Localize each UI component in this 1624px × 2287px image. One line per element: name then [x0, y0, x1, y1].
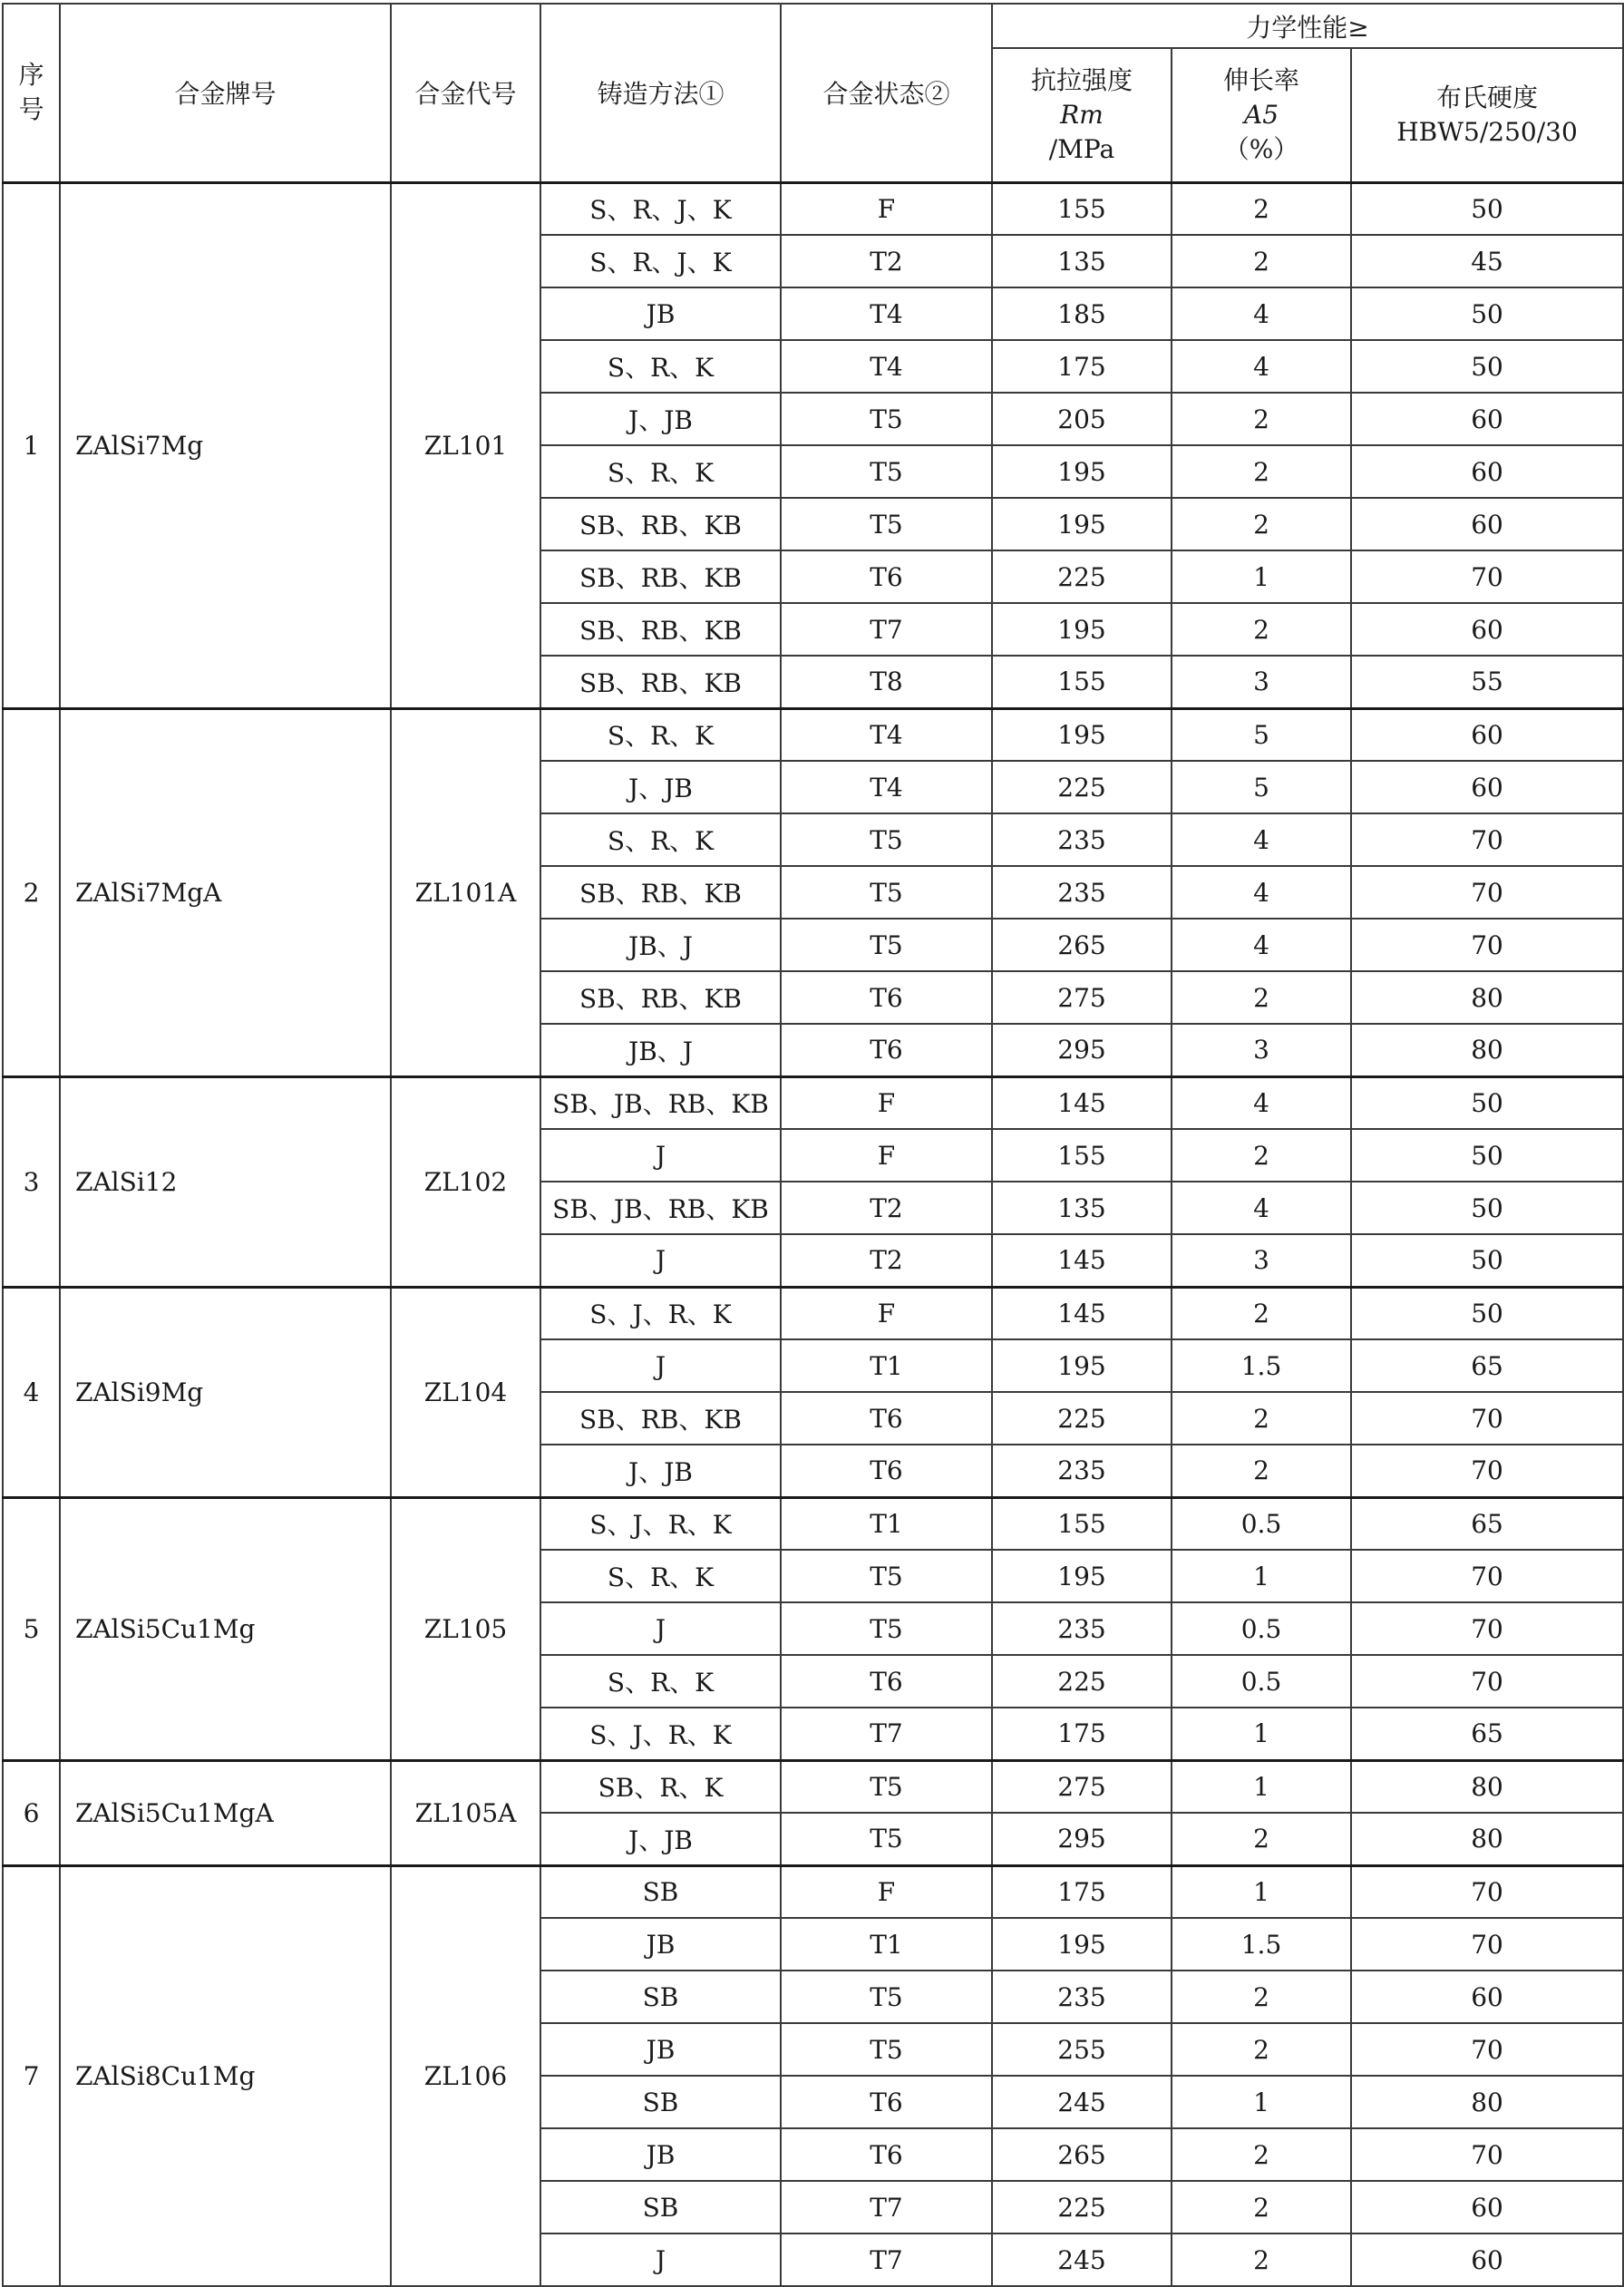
cell-code: ZL104: [391, 1287, 540, 1497]
cell-elongation: 0.5: [1172, 1497, 1351, 1550]
cell-casting: J: [540, 1602, 781, 1655]
cell-elongation: 3: [1172, 1234, 1351, 1287]
cell-elongation: 4: [1172, 919, 1351, 971]
cell-elongation: 4: [1172, 1182, 1351, 1234]
cell-temper: T1: [781, 1339, 992, 1392]
cell-temper: T5: [781, 1971, 992, 2023]
cell-tensile: 195: [992, 498, 1172, 550]
cell-elongation: 2: [1172, 971, 1351, 1024]
cell-seq: 7: [3, 1865, 60, 2286]
cell-grade: ZAlSi9Mg: [60, 1287, 391, 1497]
cell-tensile: 135: [992, 235, 1172, 287]
cell-casting: J、JB: [540, 1445, 781, 1497]
cell-casting: S、R、K: [540, 1655, 781, 1708]
cell-hardness: 80: [1351, 2076, 1623, 2128]
cell-casting: JB: [540, 2128, 781, 2181]
cell-temper: T6: [781, 2128, 992, 2181]
cell-elongation: 2: [1172, 603, 1351, 656]
cell-hardness: 70: [1351, 1392, 1623, 1445]
header-mechanical: 力学性能≥: [992, 4, 1623, 48]
cell-grade: ZAlSi7Mg: [60, 182, 391, 708]
cell-temper: T2: [781, 1182, 992, 1234]
cell-hardness: 80: [1351, 1024, 1623, 1076]
cell-tensile: 225: [992, 550, 1172, 603]
cell-seq: 5: [3, 1497, 60, 1760]
header-tensile: 抗拉强度 Rm /MPa: [992, 48, 1172, 182]
cell-casting: SB: [540, 2181, 781, 2233]
cell-casting: SB、RB、KB: [540, 498, 781, 550]
cell-tensile: 195: [992, 445, 1172, 498]
cell-hardness: 70: [1351, 919, 1623, 971]
cell-hardness: 70: [1351, 1445, 1623, 1497]
cell-seq: 4: [3, 1287, 60, 1497]
cell-tensile: 155: [992, 656, 1172, 708]
cell-elongation: 1.5: [1172, 1918, 1351, 1971]
cell-elongation: 2: [1172, 1971, 1351, 2023]
cell-temper: T5: [781, 813, 992, 866]
cell-temper: T5: [781, 1760, 992, 1813]
cell-tensile: 235: [992, 1971, 1172, 2023]
cell-casting: SB: [540, 2076, 781, 2128]
cell-tensile: 295: [992, 1813, 1172, 1865]
header-hardness: 布氏硬度 HBW5/250/30: [1351, 48, 1623, 182]
cell-elongation: 5: [1172, 708, 1351, 761]
cell-casting: S、J、R、K: [540, 1708, 781, 1760]
cell-casting: JB、J: [540, 919, 781, 971]
cell-seq: 1: [3, 182, 60, 708]
cell-grade: ZAlSi12: [60, 1076, 391, 1287]
cell-temper: T7: [781, 2181, 992, 2233]
cell-temper: T5: [781, 919, 992, 971]
cell-elongation: 2: [1172, 2181, 1351, 2233]
cell-elongation: 1: [1172, 1760, 1351, 1813]
cell-casting: JB: [540, 1918, 781, 1971]
cell-hardness: 60: [1351, 393, 1623, 445]
cell-elongation: 3: [1172, 656, 1351, 708]
cell-elongation: 2: [1172, 393, 1351, 445]
cell-elongation: 4: [1172, 1076, 1351, 1129]
cell-temper: T6: [781, 1445, 992, 1497]
cell-casting: SB、RB、KB: [540, 656, 781, 708]
cell-hardness: 45: [1351, 235, 1623, 287]
cell-elongation: 4: [1172, 813, 1351, 866]
cell-hardness: 50: [1351, 340, 1623, 393]
cell-hardness: 60: [1351, 603, 1623, 656]
cell-temper: T5: [781, 1550, 992, 1602]
cell-tensile: 235: [992, 1445, 1172, 1497]
cell-hardness: 80: [1351, 971, 1623, 1024]
cell-tensile: 175: [992, 1708, 1172, 1760]
cell-casting: J: [540, 2233, 781, 2286]
cell-elongation: 1: [1172, 1550, 1351, 1602]
cell-tensile: 245: [992, 2076, 1172, 2128]
table-row: [3, 708, 1623, 761]
cell-hardness: 55: [1351, 656, 1623, 708]
cell-temper: F: [781, 1129, 992, 1182]
cell-hardness: 70: [1351, 1655, 1623, 1708]
cell-casting: SB、RB、KB: [540, 550, 781, 603]
header-seq: 序 号: [3, 4, 60, 182]
cell-temper: T7: [781, 2233, 992, 2286]
cell-casting: SB、R、K: [540, 1760, 781, 1813]
header-temper: 合金状态②: [781, 4, 992, 182]
cell-casting: JB、J: [540, 1024, 781, 1076]
cell-hardness: 70: [1351, 1865, 1623, 1918]
cell-tensile: 155: [992, 182, 1172, 235]
cell-casting: S、J、R、K: [540, 1287, 781, 1339]
cell-elongation: 4: [1172, 340, 1351, 393]
cell-tensile: 195: [992, 1918, 1172, 1971]
cell-casting: JB: [540, 287, 781, 340]
cell-seq: 6: [3, 1760, 60, 1865]
cell-temper: T6: [781, 2076, 992, 2128]
cell-tensile: 145: [992, 1076, 1172, 1129]
table-body: [3, 182, 1623, 2286]
cell-temper: F: [781, 1076, 992, 1129]
cell-elongation: 2: [1172, 1445, 1351, 1497]
cell-tensile: 225: [992, 761, 1172, 813]
cell-temper: T7: [781, 603, 992, 656]
cell-elongation: 3: [1172, 1024, 1351, 1076]
cell-elongation: 4: [1172, 287, 1351, 340]
cell-casting: J: [540, 1129, 781, 1182]
cell-elongation: 1.5: [1172, 1339, 1351, 1392]
cell-tensile: 155: [992, 1129, 1172, 1182]
cell-hardness: 65: [1351, 1708, 1623, 1760]
cell-hardness: 80: [1351, 1813, 1623, 1865]
cell-tensile: 155: [992, 1497, 1172, 1550]
cell-elongation: 2: [1172, 235, 1351, 287]
cell-temper: T1: [781, 1918, 992, 1971]
cell-grade: ZAlSi5Cu1MgA: [60, 1760, 391, 1865]
cell-casting: S、R、K: [540, 340, 781, 393]
cell-temper: T5: [781, 393, 992, 445]
cell-elongation: 2: [1172, 2023, 1351, 2076]
alloy-properties-table: [2, 3, 1624, 2287]
cell-hardness: 50: [1351, 182, 1623, 235]
cell-elongation: 5: [1172, 761, 1351, 813]
cell-casting: SB、RB、KB: [540, 1392, 781, 1445]
cell-elongation: 4: [1172, 866, 1351, 919]
cell-grade: ZAlSi5Cu1Mg: [60, 1497, 391, 1760]
cell-hardness: 60: [1351, 761, 1623, 813]
cell-hardness: 70: [1351, 1550, 1623, 1602]
cell-temper: T7: [781, 1708, 992, 1760]
cell-casting: S、R、K: [540, 813, 781, 866]
cell-tensile: 175: [992, 340, 1172, 393]
cell-elongation: 2: [1172, 445, 1351, 498]
cell-casting: SB、JB、RB、KB: [540, 1076, 781, 1129]
cell-elongation: 0.5: [1172, 1655, 1351, 1708]
cell-casting: S、R、J、K: [540, 182, 781, 235]
table-row: [3, 1760, 1623, 1813]
cell-tensile: 235: [992, 1602, 1172, 1655]
cell-elongation: 2: [1172, 2128, 1351, 2181]
cell-casting: S、J、R、K: [540, 1497, 781, 1550]
cell-elongation: 2: [1172, 498, 1351, 550]
cell-hardness: 60: [1351, 1971, 1623, 2023]
cell-hardness: 80: [1351, 1760, 1623, 1813]
cell-hardness: 60: [1351, 498, 1623, 550]
cell-elongation: 2: [1172, 1813, 1351, 1865]
table-row: [3, 182, 1623, 235]
cell-temper: T4: [781, 761, 992, 813]
cell-hardness: 50: [1351, 1076, 1623, 1129]
cell-temper: T4: [781, 287, 992, 340]
cell-casting: S、R、K: [540, 1550, 781, 1602]
cell-tensile: 235: [992, 866, 1172, 919]
cell-code: ZL102: [391, 1076, 540, 1287]
cell-casting: J、JB: [540, 1813, 781, 1865]
cell-elongation: 2: [1172, 182, 1351, 235]
cell-hardness: 60: [1351, 2233, 1623, 2286]
cell-hardness: 60: [1351, 445, 1623, 498]
cell-casting: SB: [540, 1865, 781, 1918]
cell-tensile: 275: [992, 971, 1172, 1024]
cell-hardness: 70: [1351, 866, 1623, 919]
cell-elongation: 2: [1172, 1129, 1351, 1182]
cell-tensile: 235: [992, 813, 1172, 866]
cell-code: ZL106: [391, 1865, 540, 2286]
cell-hardness: 70: [1351, 1602, 1623, 1655]
cell-code: ZL101A: [391, 708, 540, 1076]
cell-tensile: 245: [992, 2233, 1172, 2286]
cell-casting: S、R、K: [540, 445, 781, 498]
cell-tensile: 255: [992, 2023, 1172, 2076]
cell-casting: J、JB: [540, 761, 781, 813]
cell-seq: 3: [3, 1076, 60, 1287]
cell-temper: T6: [781, 1024, 992, 1076]
cell-elongation: 1: [1172, 550, 1351, 603]
cell-tensile: 225: [992, 1655, 1172, 1708]
cell-tensile: 205: [992, 393, 1172, 445]
table-row: [3, 1076, 1623, 1129]
cell-casting: SB、JB、RB、KB: [540, 1182, 781, 1234]
cell-temper: F: [781, 182, 992, 235]
cell-hardness: 70: [1351, 813, 1623, 866]
cell-casting: SB、RB、KB: [540, 971, 781, 1024]
cell-tensile: 195: [992, 1339, 1172, 1392]
cell-tensile: 265: [992, 919, 1172, 971]
cell-temper: T6: [781, 550, 992, 603]
cell-elongation: 1: [1172, 1708, 1351, 1760]
header-grade: 合金牌号: [60, 4, 391, 182]
cell-tensile: 265: [992, 2128, 1172, 2181]
cell-hardness: 50: [1351, 287, 1623, 340]
cell-casting: SB、RB、KB: [540, 603, 781, 656]
cell-casting: S、R、J、K: [540, 235, 781, 287]
cell-code: ZL105A: [391, 1760, 540, 1865]
cell-casting: JB: [540, 2023, 781, 2076]
cell-casting: SB: [540, 1971, 781, 2023]
cell-tensile: 145: [992, 1287, 1172, 1339]
cell-temper: T2: [781, 235, 992, 287]
cell-elongation: 2: [1172, 1392, 1351, 1445]
cell-hardness: 50: [1351, 1234, 1623, 1287]
cell-elongation: 0.5: [1172, 1602, 1351, 1655]
cell-tensile: 175: [992, 1865, 1172, 1918]
cell-temper: T5: [781, 498, 992, 550]
cell-hardness: 50: [1351, 1129, 1623, 1182]
cell-temper: T4: [781, 340, 992, 393]
table-row: [3, 1287, 1623, 1339]
cell-temper: T5: [781, 866, 992, 919]
table-row: [3, 1865, 1623, 1918]
cell-temper: T8: [781, 656, 992, 708]
cell-hardness: 50: [1351, 1182, 1623, 1234]
header-casting: 铸造方法①: [540, 4, 781, 182]
cell-hardness: 70: [1351, 1918, 1623, 1971]
cell-elongation: 2: [1172, 2233, 1351, 2286]
cell-tensile: 225: [992, 1392, 1172, 1445]
cell-temper: T5: [781, 1602, 992, 1655]
cell-casting: J: [540, 1234, 781, 1287]
cell-grade: ZAlSi8Cu1Mg: [60, 1865, 391, 2286]
cell-casting: J: [540, 1339, 781, 1392]
header-code: 合金代号: [391, 4, 540, 182]
cell-casting: S、R、K: [540, 708, 781, 761]
cell-code: ZL105: [391, 1497, 540, 1760]
cell-tensile: 225: [992, 2181, 1172, 2233]
cell-tensile: 195: [992, 708, 1172, 761]
cell-seq: 2: [3, 708, 60, 1076]
cell-temper: T2: [781, 1234, 992, 1287]
cell-elongation: 1: [1172, 1865, 1351, 1918]
cell-hardness: 50: [1351, 1287, 1623, 1339]
cell-elongation: 1: [1172, 2076, 1351, 2128]
cell-hardness: 65: [1351, 1497, 1623, 1550]
cell-temper: F: [781, 1865, 992, 1918]
cell-temper: T5: [781, 445, 992, 498]
cell-temper: T5: [781, 1813, 992, 1865]
cell-temper: T1: [781, 1497, 992, 1550]
header-elongation: 伸长率 A5 （%）: [1172, 48, 1351, 182]
cell-temper: T5: [781, 2023, 992, 2076]
cell-temper: T6: [781, 1392, 992, 1445]
table-header: [3, 4, 1623, 182]
cell-tensile: 185: [992, 287, 1172, 340]
cell-hardness: 65: [1351, 1339, 1623, 1392]
cell-tensile: 195: [992, 1550, 1172, 1602]
cell-code: ZL101: [391, 182, 540, 708]
cell-casting: SB、RB、KB: [540, 866, 781, 919]
cell-elongation: 2: [1172, 1287, 1351, 1339]
cell-hardness: 70: [1351, 2023, 1623, 2076]
cell-tensile: 135: [992, 1182, 1172, 1234]
cell-hardness: 60: [1351, 2181, 1623, 2233]
cell-temper: T4: [781, 708, 992, 761]
cell-casting: J、JB: [540, 393, 781, 445]
cell-tensile: 275: [992, 1760, 1172, 1813]
cell-grade: ZAlSi7MgA: [60, 708, 391, 1076]
cell-tensile: 145: [992, 1234, 1172, 1287]
cell-tensile: 195: [992, 603, 1172, 656]
cell-tensile: 295: [992, 1024, 1172, 1076]
cell-hardness: 60: [1351, 708, 1623, 761]
table-row: [3, 1497, 1623, 1550]
cell-temper: T6: [781, 1655, 992, 1708]
cell-hardness: 70: [1351, 2128, 1623, 2181]
cell-temper: F: [781, 1287, 992, 1339]
cell-temper: T6: [781, 971, 992, 1024]
cell-hardness: 70: [1351, 550, 1623, 603]
